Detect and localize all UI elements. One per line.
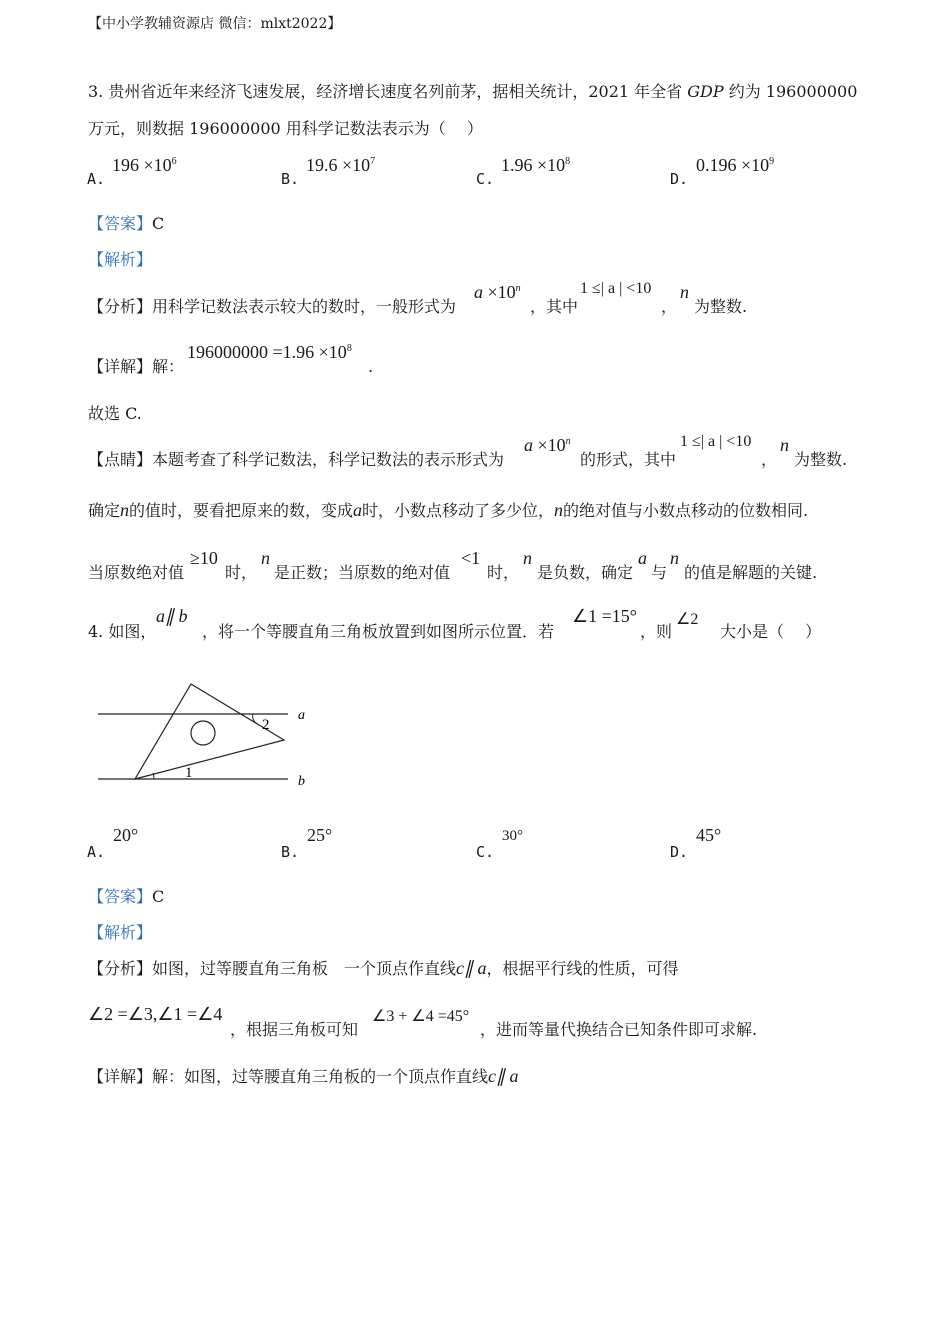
q3-option-b-value: $19.6 \times 10^7$ [306,155,376,175]
q3-dianjing-line3: 当原数绝对值 [88,563,185,582]
q4-option-a-label: A. [87,843,106,861]
q3-fenxi-n: n [680,282,689,302]
q3-guxuan: 故选 C. [88,404,142,423]
q4-angle1: ∠1 =15° [572,606,637,626]
q4-ab: a∥ b [156,606,188,626]
q4-answer-value: C [152,887,165,906]
q4-option-d-value: 45° [696,825,722,845]
q4-option-d-label: D. [670,843,689,861]
label-b: b [298,774,305,789]
triangle-hole [191,721,215,745]
q3-dj1-formula: $a \times 10^n$ [524,435,571,455]
angle-2-arc [253,714,258,724]
q4-line2-text1: ，根据三角板可知 [230,1020,359,1039]
q3-option-b-label: B. [281,170,300,188]
q4-option-c-value: 30° [502,828,523,844]
q4-stem-text3: ，则 [640,622,673,641]
q4-line2-formula2: ∠3 + ∠4 =45° [372,1008,470,1025]
q4-angle2: ∠2 [676,611,699,628]
q3-detail-end: . [368,357,374,376]
q3-fenxi-text3: ， [661,297,678,316]
q3-dj1-formula2: 1 ≤| a | <10 [680,433,752,450]
q3-fenxi-text4: 为整数. [694,297,748,316]
q4-option-a-value: 20° [113,825,139,845]
q3-dj1-text3: ， [761,450,778,469]
label-2: 2 [262,717,270,733]
q3-dj3-text7: 的值是解题的关键. [684,563,818,582]
q3-stem-line2: 万元，则数据 196000000 用科学记数法表示为（ ） [88,119,483,138]
q3-dianjing-line2: 确定n的值时，要看把原来的数，变成a时，小数点移动了多少位，n的绝对值与小数点移动的位数相同. [88,500,809,520]
q3-option-a-label: A. [87,170,106,188]
q3-answer [88,214,164,234]
q4-jiexi-tag: 【解析】 [88,923,153,942]
q3-answer-tag: 【答案】 [88,214,153,233]
q3-fenxi-text: 【分析】用科学记数法表示较大的数时，一般形式为 [88,297,457,316]
q3-gdp: GDP [687,82,724,101]
q3-dj3-text2: 时， [225,563,258,582]
q3-stem-text: 3. 贵州省近年来经济飞速发展，经济增长速度名列前茅，据相关统计，2021 年全省 [88,82,688,101]
q4-stem-text2: ，将一个等腰直角三角板放置到如图所示位置．若 [202,622,555,641]
q3-fenxi-formula1: $a \times 10^n$ [474,282,521,302]
q3-fenxi-formula2: 1 ≤| a | <10 [580,280,652,297]
q3-dj3-n2: n [523,548,532,568]
q3-dj1-text2: 的形式，其中 [580,450,677,469]
q3-stem-line1 [88,82,857,102]
q4-detail: 【详解】解：如图，过等腰直角三角板的一个顶点作直线c∥ a [88,1066,519,1086]
q4-answer [88,887,164,907]
q4-fenxi: 【分析】如图，过等腰直角三角板 一个顶点作直线c∥ a，根据平行线的性质，可得 [88,958,679,978]
q3-dj3-f2: <1 [461,548,481,568]
q4-option-b-label: B. [281,843,300,861]
label-a: a [298,708,305,723]
q4-stem-text4: 大小是（ ） [720,622,822,641]
q3-option-c-label: C. [476,170,495,188]
q3-dj3-n1: n [261,548,270,568]
q3-dj3-text6: 与 [651,563,668,582]
q3-dj3-text5: 是负数，确定 [537,563,634,582]
label-1: 1 [185,765,193,781]
q3-detail-formula: $196000000 =1.96 \times 10^8$ [187,342,352,362]
q3-dj3-text3: 是正数；当原数的绝对值 [274,563,451,582]
q3-stem-text-b: 约为 196000000 [723,82,858,101]
q3-option-d-value: $0.196 \times 10^9$ [696,155,775,175]
q3-jiexi-tag: 【解析】 [88,250,153,269]
q3-dianjing-line1: 【点睛】本题考查了科学记数法，科学记数法的表示形式为 [88,450,505,469]
q3-dj3-f1: ≥10 [190,548,218,568]
q4-figure [90,672,320,797]
page-header: 【中小学教辅资源店 微信：mlxt2022】 [88,16,342,32]
q4-stem: 4. 如图， [88,622,157,641]
q3-fenxi-text2: ，其中 [530,297,579,316]
q3-option-a-value: $196 \times 10^6$ [112,155,177,175]
q4-line2-formula: ∠2 =∠3,∠1 =∠4 [88,1004,223,1024]
q3-dj3-a: a [638,548,647,568]
q3-option-c-value: $1.96 \times 10^8$ [501,155,571,175]
q4-answer-tag: 【答案】 [88,887,153,906]
q3-dj3-text4: 时， [487,563,520,582]
q4-option-b-value: 25° [307,825,333,845]
q3-option-d-label: D. [670,170,689,188]
q3-dj1-text4: 为整数. [794,450,848,469]
q3-dj1-n: n [780,435,789,455]
q4-line2-text2: ，进而等量代换结合已知条件即可求解. [480,1020,758,1039]
q3-answer-value: C [152,214,165,233]
q3-dj3-n3: n [670,548,679,568]
q3-detail-text: 【详解】解： [88,357,185,376]
q4-option-c-label: C. [476,843,495,861]
